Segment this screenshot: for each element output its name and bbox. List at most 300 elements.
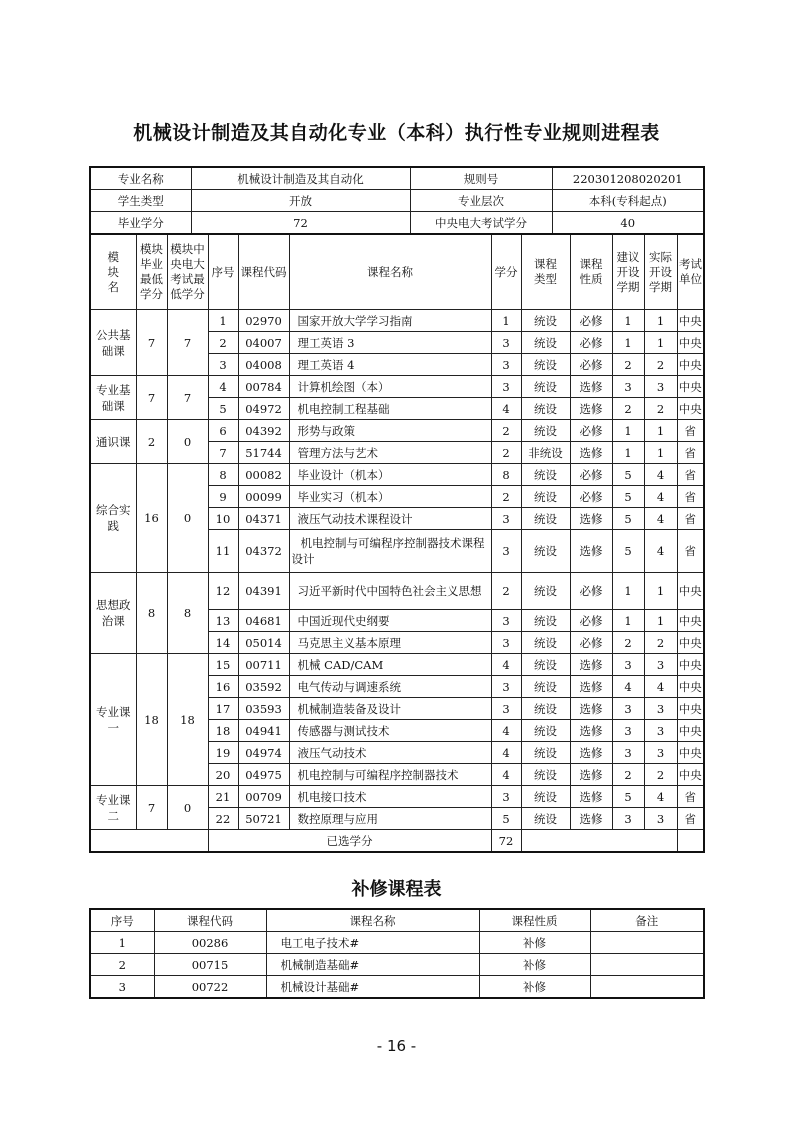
cell-suggested: 2 [612,632,644,654]
cell-code: 51744 [238,442,289,464]
cell-seq: 3 [208,354,238,376]
cell-seq: 19 [208,742,238,764]
header-nature [570,234,612,310]
cell-suggested: 1 [612,420,644,442]
total-value: 72 [491,830,521,853]
cell-suggested: 4 [612,676,644,698]
supp-cell-code: 00286 [154,932,266,954]
supp-cell-nature: 补修 [479,932,590,954]
major-info-table [89,166,705,235]
cell-credit: 2 [491,486,521,508]
cell-credit: 3 [491,332,521,354]
cell-seq: 13 [208,610,238,632]
header-name: 课程名称 [289,234,491,310]
cell-exam: 中央 [677,742,704,764]
module-name [90,464,136,573]
cell-type: 统设 [521,698,570,720]
cell-name: 管理方法与艺术 [289,442,491,464]
module-name-text: 专业课一 [96,704,131,735]
cell-nature: 选修 [570,654,612,676]
cell-type: 统设 [521,530,570,573]
cell-name: 电气传动与调速系统 [289,676,491,698]
total-blank [90,830,208,853]
cell-seq: 14 [208,632,238,654]
cell-code: 00082 [238,464,289,486]
cell-seq: 4 [208,376,238,398]
cell-suggested: 2 [612,764,644,786]
cell-nature: 选修 [570,808,612,830]
cell-exam: 中央 [677,332,704,354]
cell-credit: 3 [491,786,521,808]
cell-actual: 3 [644,808,677,830]
cell-seq: 17 [208,698,238,720]
cell-credit: 4 [491,764,521,786]
cell-code: 04391 [238,573,289,610]
module-name-text: 公共基础课 [96,327,131,358]
cell-nature: 必修 [570,420,612,442]
cell-name: 毕业设计（机本） [289,464,491,486]
cell-nature: 必修 [570,573,612,610]
cell-actual: 3 [644,654,677,676]
cell-nature: 选修 [570,398,612,420]
cell-nature: 必修 [570,354,612,376]
cell-type: 统设 [521,632,570,654]
cell-type: 统设 [521,486,570,508]
cell-seq: 16 [208,676,238,698]
cell-credit: 4 [491,398,521,420]
cell-type: 统设 [521,398,570,420]
module-min: 7 [136,310,167,376]
header-actual-text: 实际开设学期 [649,249,672,294]
cell-credit: 4 [491,654,521,676]
cell-code: 02970 [238,310,289,332]
cell-exam: 中央 [677,676,704,698]
cell-suggested: 3 [612,376,644,398]
info-row [90,190,704,212]
cell-suggested: 5 [612,530,644,573]
supplementary-title: 补修课程表 [351,879,442,900]
module-central-min: 18 [167,654,208,786]
course-row [90,376,704,398]
cell-nature: 必修 [570,610,612,632]
total-label: 已选学分 [208,830,491,853]
cell-seq: 22 [208,808,238,830]
cell-actual: 1 [644,442,677,464]
cell-actual: 3 [644,742,677,764]
rule-value: 220301208020201 [552,167,704,190]
level-value: 本科(专科起点) [552,190,704,212]
cell-suggested: 1 [612,573,644,610]
cell-actual: 1 [644,310,677,332]
cell-seq: 20 [208,764,238,786]
level-label: 专业层次 [410,190,552,212]
cell-type: 统设 [521,332,570,354]
supp-cell-code: 00722 [154,976,266,999]
major-label: 专业名称 [90,167,191,190]
cell-nature: 必修 [570,310,612,332]
cell-seq: 21 [208,786,238,808]
supp-cell-note [590,932,704,954]
course-row [90,786,704,808]
module-name [90,654,136,786]
module-name-text: 综合实践 [96,503,131,533]
cell-actual: 2 [644,764,677,786]
cell-seq: 6 [208,420,238,442]
supp-cell-name: 机械设计基础# [266,976,479,999]
module-central-min: 0 [167,786,208,830]
cell-nature: 必修 [570,632,612,654]
cell-name: 毕业实习（机本） [289,486,491,508]
cell-actual: 4 [644,530,677,573]
supp-cell-note [590,954,704,976]
cell-exam: 中央 [677,354,704,376]
cell-type: 统设 [521,654,570,676]
cell-code: 04392 [238,420,289,442]
cell-code: 05014 [238,632,289,654]
cell-type: 统设 [521,742,570,764]
cell-nature: 选修 [570,676,612,698]
cell-credit: 8 [491,464,521,486]
cell-type: 非统设 [521,442,570,464]
supp-cell-seq: 3 [90,976,154,999]
cell-code: 00711 [238,654,289,676]
cell-actual: 4 [644,464,677,486]
cell-code: 04681 [238,610,289,632]
cell-name: 中国近现代史纲要 [289,610,491,632]
header-row [90,234,704,310]
cell-suggested: 2 [612,398,644,420]
cell-credit: 3 [491,676,521,698]
module-min: 18 [136,654,167,786]
header-credit: 学分 [491,234,521,310]
cell-credit: 3 [491,530,521,573]
info-row [90,212,704,235]
header-exam-text: 考试单位 [679,257,702,286]
cell-type: 统设 [521,310,570,332]
info-row [90,167,704,190]
header-module-central-min-text: 模块中央电大考试最低学分 [170,242,205,301]
cell-actual: 4 [644,786,677,808]
supp-row [90,954,704,976]
cell-suggested: 3 [612,720,644,742]
course-row [90,310,704,332]
cell-suggested: 3 [612,654,644,676]
cell-actual: 2 [644,632,677,654]
supp-header-name: 课程名称 [266,909,479,932]
cell-exam: 中央 [677,720,704,742]
supp-rows [90,932,704,999]
cell-code: 03592 [238,676,289,698]
module-min: 2 [136,420,167,464]
cell-suggested: 3 [612,698,644,720]
supp-cell-name: 电工电子技术# [266,932,479,954]
cell-credit: 3 [491,376,521,398]
cell-name: 机电控制工程基础 [289,398,491,420]
cell-seq: 1 [208,310,238,332]
cell-seq: 10 [208,508,238,530]
total-row [90,830,704,853]
cell-type: 统设 [521,420,570,442]
cell-exam: 中央 [677,376,704,398]
header-module-min-text: 模块毕业最低学分 [140,242,163,301]
cell-actual: 2 [644,398,677,420]
module-min: 16 [136,464,167,573]
cell-exam: 省 [677,808,704,830]
cell-credit: 4 [491,720,521,742]
header-seq: 序号 [208,234,238,310]
cell-code: 04007 [238,332,289,354]
cell-exam: 省 [677,442,704,464]
cell-code: 04974 [238,742,289,764]
header-type-text: 课程类型 [534,257,557,286]
cell-code: 04972 [238,398,289,420]
student-type-value: 开放 [191,190,410,212]
cell-code: 00099 [238,486,289,508]
cell-credit: 2 [491,420,521,442]
cell-code: 04371 [238,508,289,530]
cell-actual: 1 [644,420,677,442]
header-nature-text: 课程性质 [579,257,603,286]
cell-actual: 1 [644,573,677,610]
cell-credit: 3 [491,698,521,720]
cell-nature: 必修 [570,332,612,354]
cell-type: 统设 [521,464,570,486]
supp-header-code: 课程代码 [154,909,266,932]
cell-actual: 1 [644,332,677,354]
cell-exam: 中央 [677,698,704,720]
cell-code: 04941 [238,720,289,742]
cell-name: 机械 CAD/CAM [289,654,491,676]
supp-row [90,976,704,999]
supp-cell-seq: 1 [90,932,154,954]
major-value: 机械设计制造及其自动化 [191,167,410,190]
supp-row [90,932,704,954]
header-module-central-min [167,234,208,310]
cell-suggested: 1 [612,310,644,332]
cell-seq: 12 [208,573,238,610]
supp-cell-note [590,976,704,999]
cell-nature: 选修 [570,376,612,398]
cell-actual: 4 [644,486,677,508]
cell-seq: 8 [208,464,238,486]
supp-header-nature: 课程性质 [479,909,590,932]
cell-seq: 9 [208,486,238,508]
cell-type: 统设 [521,508,570,530]
header-type [521,234,570,310]
student-type-label: 学生类型 [90,190,191,212]
cell-seq: 15 [208,654,238,676]
central-credits-value: 40 [552,212,704,235]
module-central-min: 8 [167,573,208,654]
cell-name: 机电控制与可编程序控制器技术 [289,764,491,786]
rule-label: 规则号 [410,167,552,190]
module-name-text: 思想政治课 [96,598,131,628]
cell-credit: 2 [491,573,521,610]
module-name [90,376,136,420]
cell-exam: 中央 [677,610,704,632]
course-row [90,573,704,610]
grad-credits-value: 72 [191,212,410,235]
module-name-text: 通识课 [96,434,131,449]
course-plan-table [89,233,705,853]
header-actual [644,234,677,310]
cell-nature: 必修 [570,464,612,486]
cell-name: 形势与政策 [289,420,491,442]
grad-credits-label: 毕业学分 [90,212,191,235]
cell-code: 04372 [238,530,289,573]
cell-nature: 选修 [570,720,612,742]
cell-exam: 中央 [677,654,704,676]
cell-actual: 2 [644,354,677,376]
cell-name: 习近平新时代中国特色社会主义思想 [289,573,491,610]
cell-exam: 中央 [677,310,704,332]
module-min: 7 [136,376,167,420]
header-code: 课程代码 [238,234,289,310]
module-min: 7 [136,786,167,830]
header-module [90,234,136,310]
header-suggested-text: 建议开设学期 [616,249,640,294]
cell-credit: 1 [491,310,521,332]
module-min: 8 [136,573,167,654]
cell-seq: 18 [208,720,238,742]
cell-name: 马克思主义基本原理 [289,632,491,654]
cell-seq: 7 [208,442,238,464]
supp-header-seq: 序号 [90,909,154,932]
cell-actual: 3 [644,376,677,398]
cell-exam: 省 [677,530,704,573]
cell-suggested: 1 [612,332,644,354]
supp-cell-nature: 补修 [479,976,590,999]
module-central-min: 7 [167,376,208,420]
course-row [90,654,704,676]
cell-suggested: 1 [612,442,644,464]
course-rows [90,310,704,830]
cell-exam: 省 [677,464,704,486]
cell-type: 统设 [521,764,570,786]
cell-nature: 选修 [570,786,612,808]
cell-exam: 中央 [677,573,704,610]
cell-name: 计算机绘图（本） [289,376,491,398]
cell-name: 液压气动技术课程设计 [289,508,491,530]
cell-actual: 4 [644,508,677,530]
cell-code: 00784 [238,376,289,398]
cell-type: 统设 [521,573,570,610]
cell-credit: 2 [491,442,521,464]
cell-code: 04008 [238,354,289,376]
module-name-text: 专业基础课 [96,382,131,413]
cell-type: 统设 [521,354,570,376]
cell-nature: 必修 [570,486,612,508]
cell-suggested: 5 [612,508,644,530]
cell-type: 统设 [521,676,570,698]
module-name [90,420,136,464]
cell-seq: 5 [208,398,238,420]
module-name [90,786,136,830]
cell-name: 液压气动技术 [289,742,491,764]
cell-exam: 省 [677,420,704,442]
cell-type: 统设 [521,376,570,398]
cell-nature: 选修 [570,530,612,573]
cell-credit: 3 [491,632,521,654]
cell-credit: 3 [491,354,521,376]
cell-code: 00709 [238,786,289,808]
cell-code: 03593 [238,698,289,720]
cell-exam: 中央 [677,764,704,786]
cell-name: 数控原理与应用 [289,808,491,830]
cell-name: 理工英语 4 [289,354,491,376]
header-module-text: 模块名 [107,249,119,294]
module-name [90,310,136,376]
cell-suggested: 3 [612,742,644,764]
cell-suggested: 3 [612,808,644,830]
cell-name: 机械制造装备及设计 [289,698,491,720]
cell-nature: 选修 [570,508,612,530]
module-name-text: 专业课二 [96,792,131,823]
cell-exam: 省 [677,508,704,530]
cell-code: 04975 [238,764,289,786]
cell-suggested: 1 [612,610,644,632]
header-suggested [612,234,644,310]
cell-credit: 3 [491,610,521,632]
supp-cell-code: 00715 [154,954,266,976]
cell-exam: 中央 [677,398,704,420]
module-central-min: 0 [167,420,208,464]
cell-suggested: 2 [612,354,644,376]
cell-suggested: 5 [612,464,644,486]
cell-type: 统设 [521,808,570,830]
cell-name: 国家开放大学学习指南 [289,310,491,332]
cell-name: 理工英语 3 [289,332,491,354]
cell-suggested: 5 [612,486,644,508]
cell-nature: 选修 [570,442,612,464]
cell-exam: 中央 [677,632,704,654]
module-central-min: 7 [167,310,208,376]
cell-nature: 选修 [570,742,612,764]
cell-nature: 选修 [570,698,612,720]
cell-actual: 4 [644,676,677,698]
cell-credit: 3 [491,508,521,530]
cell-seq: 2 [208,332,238,354]
page-number: - 16 - [376,1037,417,1055]
total-blank-2 [521,830,677,853]
cell-suggested: 5 [612,786,644,808]
module-central-min: 0 [167,464,208,573]
cell-exam: 省 [677,786,704,808]
cell-actual: 1 [644,610,677,632]
header-exam [677,234,704,310]
cell-type: 统设 [521,786,570,808]
cell-actual: 3 [644,720,677,742]
cell-credit: 5 [491,808,521,830]
cell-nature: 选修 [570,764,612,786]
supplementary-table [89,908,705,999]
supp-cell-seq: 2 [90,954,154,976]
header-module-min [136,234,167,310]
cell-type: 统设 [521,720,570,742]
cell-actual: 3 [644,698,677,720]
course-row [90,464,704,486]
cell-seq: 11 [208,530,238,573]
central-credits-label: 中央电大考试学分 [410,212,552,235]
course-row [90,420,704,442]
supp-header-row [90,909,704,932]
supp-header-note: 备注 [590,909,704,932]
supp-cell-name: 机械制造基础# [266,954,479,976]
cell-name: 机电接口技术 [289,786,491,808]
cell-exam: 省 [677,486,704,508]
page-title: 机械设计制造及其自动化专业（本科）执行性专业规则进程表 [133,122,660,144]
cell-code: 50721 [238,808,289,830]
